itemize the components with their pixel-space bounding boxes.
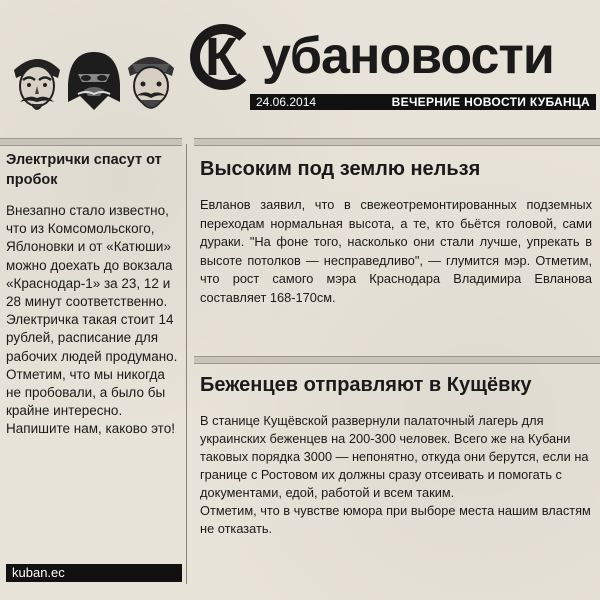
cossack-face-icon <box>14 59 60 109</box>
article-body: Евланов заявил, что в свежеотремонтированных подземных переходам нормальная высота, а те, кто бьётся головой, сами дураки. "На фоне того, насколько они стали лучше, упрекать в высоте потолков — несправедливо", — глумится мэр. Отметим, что рост самого мэра Краснодара Владимира Евланова составляет 168-170см. <box>200 197 592 305</box>
masthead-mascots <box>8 44 180 116</box>
darth-vader-cossack-icon <box>68 52 120 110</box>
tagline: ВЕЧЕРНИЕ НОВОСТИ КУБАНЦА <box>391 95 590 109</box>
article-headline: Беженцев отправляют в Кущёвку <box>200 374 532 396</box>
article-headline: Высоким под землю нельзя <box>200 158 481 180</box>
divider-rule <box>0 138 182 146</box>
article-body: В станице Кущёвской развернули палаточный лагерь для украинских беженцев на 200-300 человек. Всего же на Кубани таковых порядка 3000 — непонятно, откуда они берутся, если на границе с Ростовом их должны сразу отсеивать и помогать с документами, едой, работой и всем таким. Отметим, что в чувстве юмора при выборе места нашим властям не отказать. <box>200 413 591 536</box>
article-1 <box>200 156 592 307</box>
sidebar-article <box>6 150 182 439</box>
sidebar-headline: Электрички спасут от пробок <box>6 152 162 188</box>
article-2 <box>200 372 592 538</box>
logo-wordmark: убановости <box>262 27 554 85</box>
dateline-bar <box>250 94 596 110</box>
issue-date: 24.06.2014 <box>256 95 317 109</box>
logo-letter: К <box>205 27 236 87</box>
site-url-label[interactable]: kuban.ec <box>6 564 182 582</box>
sidebar-body: Внезапно стало известно, что из Комсомольского, Яблоновки и от «Катюши» можно доехать до вокзала «Краснодар-1» за 23, 12 и 28 минут соответственно. Электричка такая стоит 14 рублей, расписание для рабочих людей продумано. Отметим, что мы никогда не пробовали, а было бы крайне интересно. Напишите нам, каково это! <box>6 203 178 437</box>
divider-rule <box>194 138 600 146</box>
column-divider <box>186 144 187 584</box>
cossack-face-icon <box>128 57 174 108</box>
divider-rule <box>194 356 600 364</box>
